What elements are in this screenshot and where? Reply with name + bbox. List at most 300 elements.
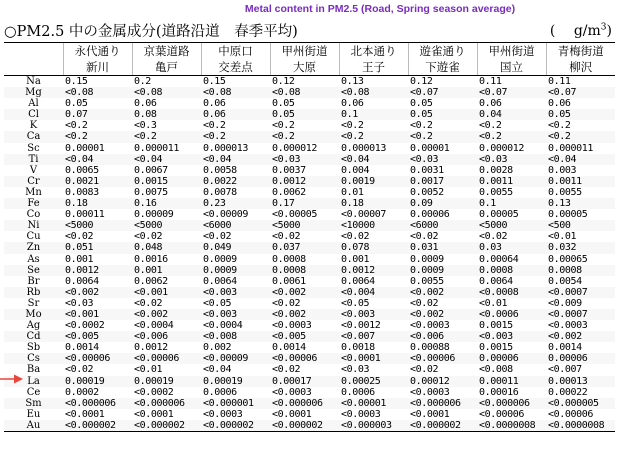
value-cell: 0.0006 (203, 386, 237, 398)
element-cell: Fe (4, 198, 63, 209)
value-cell: 0.0058 (203, 164, 237, 176)
element-cell: Ce (26, 386, 41, 398)
value-cell: <0.000003 (339, 420, 408, 432)
value-cell: <0.006 (408, 331, 477, 342)
column-header-line2: 柳沢 (546, 59, 615, 76)
value-cell: <0.03 (477, 154, 546, 165)
value-cell: 0.037 (270, 242, 339, 253)
element-cell: As (27, 253, 40, 265)
element-cell: Mo (4, 309, 63, 320)
value-cell: <0.05 (203, 297, 232, 309)
value-cell: <0.02 (134, 297, 163, 309)
table-row (4, 187, 615, 198)
value-cell: <0.02 (272, 297, 301, 309)
table-row (4, 231, 615, 242)
value-cell: 0.0008 (546, 265, 615, 276)
value-cell: <0.04 (63, 154, 132, 165)
value-cell: <0.0012 (341, 320, 381, 332)
element-cell: Zn (4, 242, 63, 253)
value-cell: 0.0064 (479, 275, 513, 287)
value-cell: <0.002 (408, 309, 477, 320)
value-cell: <6000 (201, 220, 270, 231)
value-cell: <0.2 (339, 131, 408, 142)
value-cell: 0.004 (341, 164, 370, 176)
value-cell: 0.05 (410, 98, 433, 110)
value-cell: <0.02 (272, 231, 301, 243)
value-cell: 0.031 (408, 242, 477, 253)
value-cell: 0.09 (408, 198, 477, 209)
table-row (4, 176, 615, 187)
value-cell: <0.03 (408, 154, 477, 165)
value-cell: <0.2 (63, 131, 132, 142)
value-cell: 0.00022 (548, 386, 588, 398)
value-cell: <0.3 (134, 120, 157, 132)
value-cell: <0.007 (548, 364, 582, 376)
value-cell: <0.00005 (272, 209, 317, 221)
element-cell: Br (27, 275, 40, 287)
value-cell: <0.2 (203, 120, 226, 132)
value-cell: <0.03 (270, 154, 339, 165)
table-row (4, 276, 615, 287)
value-cell: <5000 (63, 220, 132, 231)
value-cell: <0.02 (272, 364, 301, 376)
value-cell: 0.003 (548, 164, 577, 176)
value-cell: 0.0009 (201, 265, 270, 276)
element-header (4, 43, 63, 60)
value-cell: 0.0028 (479, 164, 513, 176)
value-cell: 0.0017 (408, 176, 477, 187)
value-cell: 0.00006 (410, 209, 450, 221)
element-cell: K (29, 120, 38, 132)
value-cell: <500 (546, 220, 615, 231)
element-cell: La (4, 376, 63, 387)
value-cell: 0.08 (132, 109, 201, 120)
value-cell: <0.0001 (410, 408, 450, 420)
column-header-line1: 北本通り (339, 43, 408, 60)
value-cell: <5000 (477, 220, 546, 231)
value-cell: 0.0012 (63, 265, 132, 276)
value-cell: <10000 (339, 220, 408, 231)
value-cell: 0.00009 (134, 209, 174, 221)
value-cell: 0.0067 (134, 164, 168, 176)
value-cell: <0.000001 (201, 398, 270, 409)
value-cell: 0.00025 (339, 376, 408, 387)
value-cell: <0.005 (270, 331, 339, 342)
table-row (4, 109, 615, 120)
value-cell: 0.032 (546, 242, 615, 253)
value-cell: <0.00006 (270, 353, 339, 364)
column-header-line1: 甲州街道 (270, 43, 339, 60)
value-cell: 0.0002 (65, 386, 99, 398)
value-cell: <0.000006 (63, 398, 132, 409)
value-cell: <0.0001 (65, 408, 105, 420)
value-cell: 0.001 (341, 253, 370, 265)
table-row (4, 143, 615, 154)
value-cell: 0.00016 (479, 386, 519, 398)
value-cell: <0.0004 (134, 320, 174, 332)
value-cell: 0.01 (341, 186, 364, 198)
element-cell: Ca (4, 131, 63, 142)
element-cell: Sm (4, 398, 63, 409)
value-cell: 0.00006 (477, 353, 546, 364)
value-cell: 0.13 (341, 76, 364, 87)
table-row (4, 220, 615, 231)
value-cell: <0.0003 (410, 386, 450, 398)
column-header-line1: 永代通り (63, 43, 132, 60)
element-cell: Sr (27, 297, 40, 309)
column-header-line1: 青梅街道 (546, 43, 615, 60)
value-cell: <0.2 (341, 120, 364, 132)
value-cell: <0.003 (201, 287, 270, 298)
value-cell: 0.0009 (408, 265, 477, 276)
value-cell: <0.000006 (270, 398, 339, 409)
element-cell: Au (4, 420, 63, 432)
value-cell: <0.000002 (63, 420, 132, 432)
unit-superscript: 3 (600, 22, 607, 33)
value-cell: 0.15 (65, 76, 88, 87)
value-cell: <0.003 (339, 309, 408, 320)
value-cell: 0.0019 (339, 176, 408, 187)
value-cell: 0.0012 (339, 265, 408, 276)
table-row (4, 398, 615, 409)
value-cell: <0.04 (132, 154, 201, 165)
element-cell: Cd (4, 331, 63, 342)
value-cell: 0.000012 (479, 142, 524, 154)
table-row (4, 376, 615, 387)
value-cell: 0.06 (341, 98, 364, 110)
value-cell: 0.04 (477, 109, 546, 120)
value-cell: 0.00065 (548, 253, 588, 265)
value-cell: 0.0015 (479, 320, 513, 332)
element-cell: Al (28, 98, 39, 110)
value-cell: <0.2 (65, 120, 88, 132)
value-cell: <0.00006 (132, 353, 201, 364)
value-cell: 0.03 (477, 242, 546, 253)
element-cell: Mg (4, 87, 63, 98)
value-cell: 0.00013 (546, 376, 615, 387)
value-cell: <0.0001 (134, 408, 174, 420)
value-cell: 0.0022 (201, 176, 270, 187)
value-cell: <0.02 (479, 231, 508, 243)
value-cell: <0.0003 (203, 408, 243, 420)
value-cell: 0.00064 (479, 253, 519, 265)
element-cell: Sb (26, 342, 41, 354)
value-cell: <0.01 (134, 364, 163, 376)
value-cell: 0.00019 (132, 376, 201, 387)
value-cell: 0.06 (201, 109, 270, 120)
value-cell: <0.000002 (408, 420, 477, 432)
table-row (4, 254, 615, 265)
value-cell: 0.15 (203, 76, 226, 87)
value-cell: <0.000002 (201, 420, 270, 432)
value-cell: <0.04 (339, 154, 408, 165)
value-cell: <0.07 (408, 87, 477, 98)
value-cell: <0.0002 (65, 320, 105, 332)
value-cell: 0.0008 (272, 253, 306, 265)
value-cell: 0.0011 (477, 176, 546, 187)
column-header-line2: 大原 (270, 59, 339, 76)
table-row (4, 198, 615, 209)
element-cell: Ti (4, 154, 63, 165)
element-cell: Cu (26, 231, 41, 243)
value-cell: 0.06 (203, 98, 226, 110)
value-cell: <0.04 (203, 364, 232, 376)
unit-close: ) (606, 23, 612, 39)
value-cell: <0.0007 (546, 309, 615, 320)
element-header-sub (4, 59, 63, 76)
value-cell: <0.08 (63, 87, 132, 98)
value-cell: 0.06 (548, 98, 571, 110)
value-cell: 0.049 (201, 242, 270, 253)
value-cell: <0.000002 (132, 420, 201, 432)
value-cell: 0.000013 (341, 142, 386, 154)
table-row (4, 87, 615, 98)
value-cell: 0.05 (65, 98, 88, 110)
value-cell: 0.05 (272, 98, 295, 110)
value-cell: <0.001 (132, 287, 201, 298)
table-row (4, 287, 615, 298)
value-cell: <0.05 (341, 297, 370, 309)
value-cell: <0.000002 (270, 420, 339, 432)
table-row (4, 165, 615, 176)
value-cell: 0.078 (339, 242, 408, 253)
value-cell: <0.0001 (339, 353, 408, 364)
value-cell: 0.0008 (270, 265, 339, 276)
value-cell: <0.0003 (548, 320, 588, 332)
table-row (4, 265, 615, 276)
value-cell: <0.00009 (201, 353, 270, 364)
value-cell: <0.03 (65, 297, 94, 309)
table-row (4, 209, 615, 220)
value-cell: 0.0015 (479, 342, 513, 354)
column-header-line1: 甲州街道 (477, 43, 546, 60)
value-cell: 0.051 (63, 242, 132, 253)
value-cell: <0.0003 (272, 386, 312, 398)
value-cell: 0.001 (65, 253, 94, 265)
value-cell: <0.2 (408, 131, 477, 142)
value-cell: <0.04 (201, 154, 270, 165)
element-cell: Cl (4, 109, 63, 120)
element-cell: Rb (4, 287, 63, 298)
value-cell: 0.0011 (546, 176, 615, 187)
table-row (4, 387, 615, 398)
table-row (4, 76, 615, 88)
value-cell: 0.001 (132, 265, 201, 276)
value-cell: <0.01 (548, 231, 577, 243)
value-cell: <0.0000008 (477, 420, 546, 432)
value-cell: 0.0055 (479, 186, 513, 198)
value-cell: <0.002 (63, 287, 132, 298)
element-cell: Ba (26, 364, 41, 376)
value-cell: <0.00006 (548, 408, 593, 420)
value-cell: <0.01 (479, 297, 508, 309)
value-cell: 0.002 (203, 342, 232, 354)
value-cell: 0.17 (270, 198, 339, 209)
value-cell: 0.00011 (65, 209, 105, 221)
value-cell: <0.00006 (63, 353, 132, 364)
value-cell: <0.0003 (272, 320, 312, 332)
value-cell: <0.0003 (341, 408, 381, 420)
value-cell: 0.0008 (477, 265, 546, 276)
table-row (4, 353, 615, 364)
value-cell: 0.00088 (410, 342, 450, 354)
value-cell: 0.2 (134, 76, 151, 87)
table-row (4, 131, 615, 142)
value-cell: <0.0002 (134, 386, 174, 398)
table-row (4, 364, 615, 375)
value-cell: 0.00005 (548, 209, 588, 221)
element-cell: Cr (4, 176, 63, 187)
table-row (4, 309, 615, 320)
value-cell: <0.000006 (477, 398, 546, 409)
value-cell: <0.08 (339, 87, 408, 98)
column-header-line2: 王子 (339, 59, 408, 76)
value-cell: <0.0008 (477, 287, 546, 298)
value-cell: <0.000005 (546, 398, 615, 409)
value-cell: <0.02 (410, 364, 439, 376)
value-cell: <0.2 (410, 120, 433, 132)
value-cell: <5000 (132, 220, 201, 231)
value-cell: 0.0078 (203, 186, 237, 198)
value-cell: 0.0031 (410, 164, 444, 176)
element-cell: Cs (4, 353, 63, 364)
value-cell: <6000 (408, 220, 477, 231)
value-cell: 0.0018 (341, 342, 375, 354)
value-cell: 0.048 (132, 242, 201, 253)
value-cell: 0.0052 (410, 186, 444, 198)
column-header-line2: 亀戸 (132, 59, 201, 76)
value-cell: <0.0001 (272, 408, 312, 420)
table-row (4, 242, 615, 253)
table-body (4, 76, 615, 432)
value-cell: <0.0000008 (546, 420, 615, 432)
value-cell: 0.1 (477, 198, 546, 209)
value-cell: 0.0065 (65, 164, 99, 176)
value-cell: <0.0004 (203, 320, 243, 332)
metal-content-table (4, 42, 615, 432)
value-cell: <0.08 (201, 87, 270, 98)
column-header-line2: 下遊雀 (408, 59, 477, 76)
value-cell: 0.13 (546, 198, 615, 209)
value-cell: 0.0054 (548, 275, 582, 287)
header-row-location-name (4, 43, 615, 60)
value-cell: 0.05 (546, 109, 615, 120)
value-cell: 0.0009 (410, 253, 444, 265)
element-cell: Na (26, 76, 41, 87)
value-cell: <0.02 (341, 231, 370, 243)
value-cell: 0.0062 (134, 275, 168, 287)
metal-content-table-wrapper (4, 42, 615, 432)
table-row (4, 98, 615, 109)
table-row (4, 120, 615, 131)
japanese-title: ○PM2.5 中の金属成分(道路沿道 春季平均) (4, 24, 298, 40)
value-cell: 0.05 (408, 109, 477, 120)
value-cell: 0.06 (134, 98, 157, 110)
value-cell: <0.02 (410, 231, 439, 243)
table-row (4, 420, 615, 432)
right-arrow-icon (0, 373, 24, 385)
value-cell: <0.00006 (408, 353, 477, 364)
value-cell: <0.04 (546, 154, 615, 165)
value-cell: <0.2 (479, 120, 502, 132)
column-header-line2: 新川 (63, 59, 132, 76)
value-cell: 0.0064 (203, 275, 237, 287)
value-cell: <0.002 (546, 331, 615, 342)
value-cell: 0.0015 (132, 176, 201, 187)
table-row (4, 320, 615, 331)
value-cell: <0.2 (201, 131, 270, 142)
value-cell: 0.18 (339, 198, 408, 209)
value-cell: <0.08 (270, 87, 339, 98)
element-cell: Mn (25, 186, 42, 198)
value-cell: <0.000006 (132, 398, 201, 409)
value-cell: <0.002 (270, 309, 339, 320)
value-cell: <0.008 (479, 364, 513, 376)
table-row (4, 298, 615, 309)
column-header-line1: 中原口 (201, 43, 270, 60)
value-cell: 0.00001 (65, 142, 105, 154)
value-cell: 0.000012 (272, 142, 317, 154)
value-cell: 0.00005 (479, 209, 519, 221)
value-cell: 0.1 (339, 109, 408, 120)
value-cell: <0.02 (65, 231, 94, 243)
table-row (4, 331, 615, 342)
value-cell: 0.07 (63, 109, 132, 120)
value-cell: 0.0009 (203, 253, 237, 265)
value-cell: <0.08 (132, 87, 201, 98)
element-cell: Se (4, 265, 63, 276)
element-cell: Ni (4, 220, 63, 231)
value-cell: <0.005 (63, 331, 132, 342)
value-cell: <0.006 (132, 331, 201, 342)
english-title: Metal content in PM2.5 (Road, Spring season average) (244, 3, 516, 15)
value-cell: <0.0006 (477, 309, 546, 320)
value-cell: <0.000006 (408, 398, 477, 409)
value-cell: <0.004 (339, 287, 408, 298)
value-cell: <0.003 (477, 331, 546, 342)
value-cell: <0.003 (201, 309, 270, 320)
value-cell: <0.2 (132, 131, 201, 142)
value-cell: <0.00007 (341, 209, 386, 221)
value-cell: <0.2 (477, 131, 546, 142)
element-cell: V (29, 164, 38, 176)
value-cell: <0.002 (408, 287, 477, 298)
value-cell: <0.009 (548, 297, 582, 309)
value-cell: 0.0014 (65, 342, 99, 354)
column-header-line1: 遊雀通り (408, 43, 477, 60)
value-cell: 0.0014 (548, 342, 582, 354)
value-cell: <0.02 (203, 231, 232, 243)
value-cell: 0.0006 (341, 386, 375, 398)
value-cell: 0.12 (272, 76, 295, 87)
header-row-location-area (4, 59, 615, 76)
value-cell: 0.11 (548, 76, 571, 87)
column-header-line2: 交差点 (201, 59, 270, 76)
value-cell: 0.0062 (272, 186, 306, 198)
value-cell: <0.2 (546, 131, 615, 142)
value-cell: 0.0021 (63, 176, 132, 187)
value-cell: <0.03 (341, 364, 370, 376)
value-cell: 0.0012 (270, 176, 339, 187)
value-cell: 0.23 (201, 198, 270, 209)
value-cell: <0.00009 (203, 209, 248, 221)
value-cell: 0.16 (132, 198, 201, 209)
value-cell: 0.11 (479, 76, 502, 87)
value-cell: 0.00012 (408, 376, 477, 387)
value-cell: 0.0061 (272, 275, 306, 287)
value-cell: <0.007 (339, 331, 408, 342)
value-cell: <0.0007 (546, 287, 615, 298)
